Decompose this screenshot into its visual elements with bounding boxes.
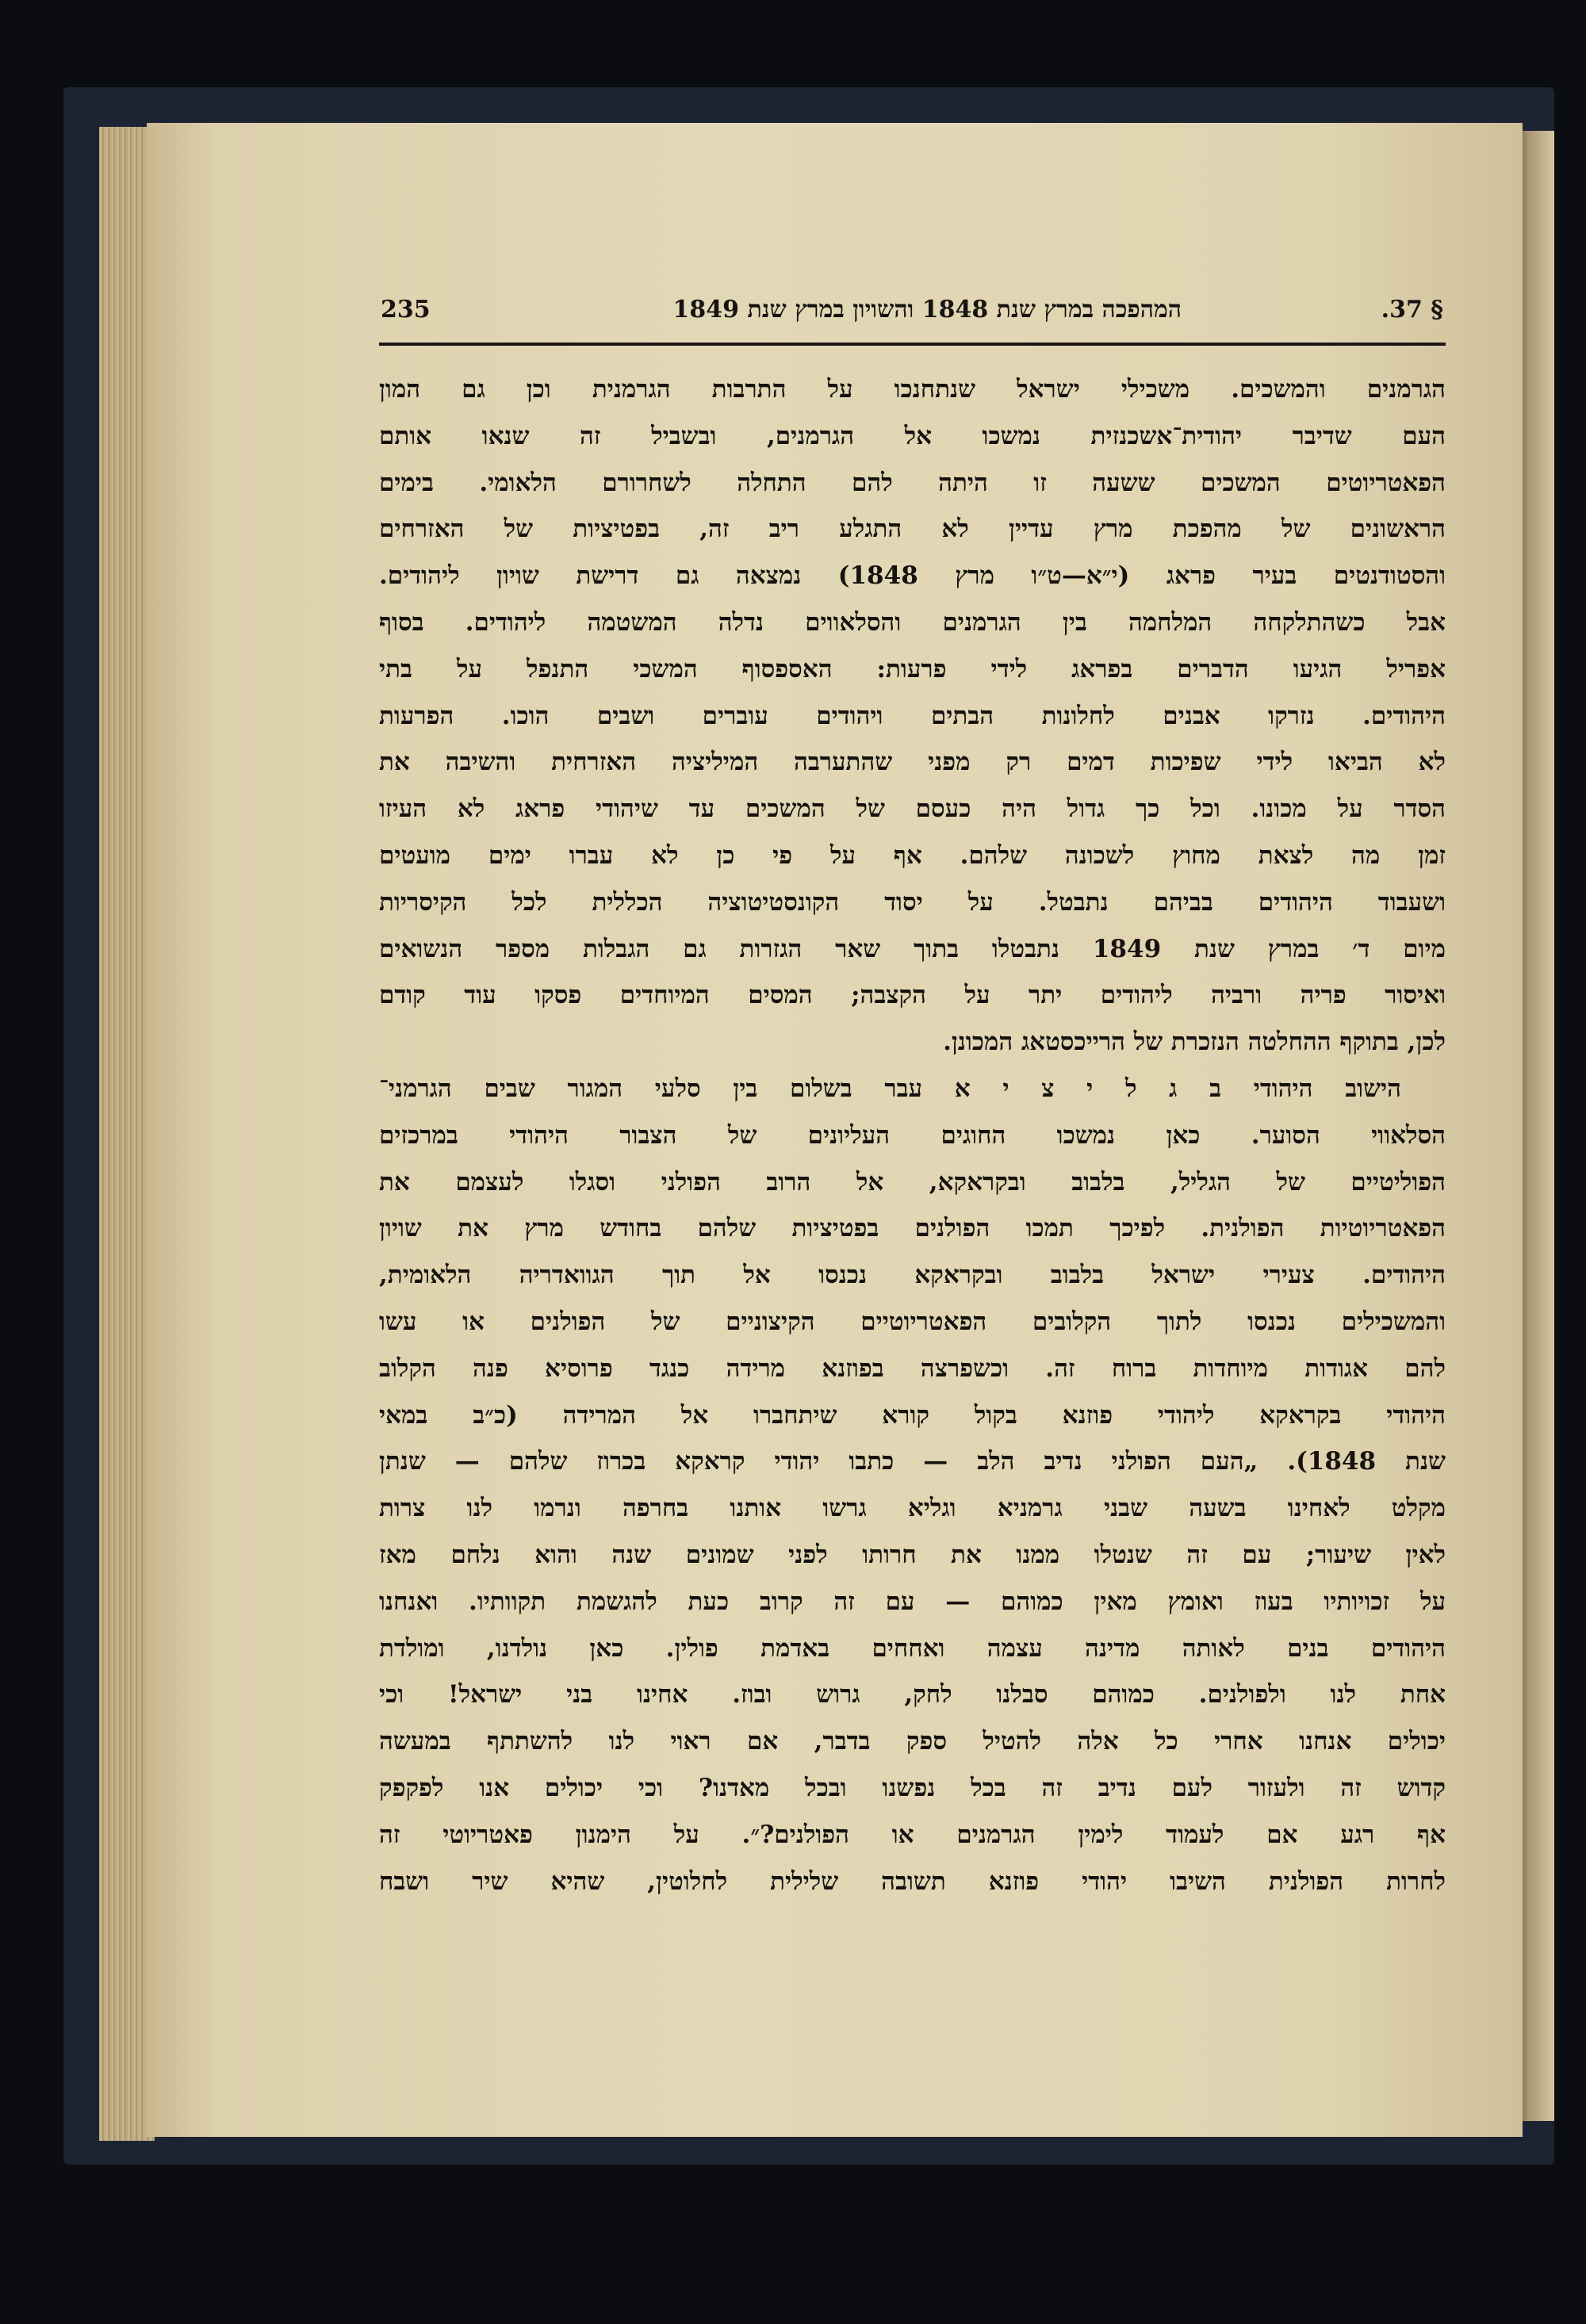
text-line: העם שדיבר יהודית־אשכנזית נמשכו אל הגרמנים, ובשביל זה שנאו אותם (379, 421, 1446, 450)
text-line: אף רגע אם לעמוד לימין הגרמנים או הפולנים?״. על הימנון פאטריוטי זה (379, 1820, 1446, 1849)
section-number: § 37. (1381, 296, 1443, 324)
text-line: היהודים בנים לאותה מדינה עצמה ואחחים באדמת פולין. כאן נולדנו, ומולדת (379, 1633, 1446, 1663)
header-rule (379, 343, 1446, 346)
text-line: אחת לנו ולפולנים. כמוהם סבלנו לחק, גרוש ובוז. אחינו בני ישראל! וכי (379, 1680, 1446, 1709)
text-line: הפוליטיים של הגליל, בלבוב ובקראקא, אל הרוב הפולני וסגלו לעצמם את (379, 1167, 1446, 1196)
text-line: הפאטריוטיות הפולנית. לפיכך תמכו הפולנים בפטיציות שלהם בחודש מרץ את שויון (379, 1214, 1446, 1243)
text-line: היהודים. צעירי ישראל בלבוב ובקראקא נכנסו אל תוך הגוואדריה הלאומית, (379, 1261, 1446, 1290)
text-line: מקלט לאחינו בשעה שבני גרמניא וגליא גרשו אותנו בחרפה ונרמו לנו צרות (379, 1494, 1446, 1523)
text-line: הסדר על מכונו. וכל כך גדול היה כעסם של המשכים עד שיהודי פראג לא העיזו (379, 794, 1446, 824)
text-line: הגרמנים והמשכים. משכילי ישראל שנתחנכו על התרבות הגרמנית וכן גם המון (379, 375, 1446, 404)
text-line: להם אגודות מיוחדות ברוח זה. וכשפרצה בפוזנא מרידה כנגד פרוסיא פנה הקלוב (379, 1353, 1446, 1383)
text-line: לאין שיעור; עם זה שנטלו ממנו את חרותו לפני שמונים שנה והוא נלחם מאז (379, 1540, 1446, 1569)
text-line: הראשונים של מהפכת מרץ עדיין לא התגלע ריב זה, בפטיציות של האזרחים (379, 515, 1446, 544)
text-line: והמשכילים נכנסו לתוך הקלובים הפאטריוטיים הקיצוניים של הפולנים או עשו (379, 1307, 1446, 1336)
text-line: ושעבוד היהודים בביהם נתבטל. על יסוד הקונסטיטוציה הכללית לכל הקיסריות (379, 887, 1446, 917)
text-line: היהודים. נזרקו אבנים לחלונות הבתים ויהודים עוברים ושבים הוכו. הפרעות (379, 701, 1446, 730)
page-number: 235 (381, 296, 431, 324)
text-line: שנת 1848). „העם הפולני נדיב הלב — כתבו יהודי קראקא בכרוז שלהם — שנתן (379, 1447, 1446, 1476)
text-line: אפריל הגיעו הדברים בפראג לידי פרעות: האספסוף המשכי התנפל על בתי (379, 654, 1446, 683)
text-line: הסלאווי הסוער. כאן נמשכו החוגים העליונים של הצבור היהודי במרכזים (379, 1120, 1446, 1150)
running-header (381, 289, 1443, 337)
text-line: והסטודנטים בעיר פראג (י״א—ט״ו מרץ 1848) נמצאה גם דרישת שויון ליהודים. (379, 561, 1446, 591)
text-line: מיום ד׳ במרץ שנת 1849 נתבטלו בתוך שאר הגזרות גם הגבלות מספר הנשואים (379, 934, 1446, 963)
text-line: על זכויותיו בעוז ואומץ מאין כמוהם — עם זה קרוב כעת להגשמת תקוותיו. ואנחנו (379, 1587, 1446, 1616)
text-line: לא הביאו לידי שפיכות דמים רק מפני שהתערבה המיליציה האזרחית והשיבה את (379, 748, 1446, 777)
body-text (379, 366, 1446, 1952)
text-line: יכולים אנחנו אחרי כל אלה להטיל ספק בדבר, אם ראוי לנו להשתתף במעשה (379, 1727, 1446, 1756)
text-line: הפאטריוטים המשכים ששעה זו היתה להם התחלה לשחרורם הלאומי. בימים (379, 468, 1446, 497)
text-line: ואיסור פריה ורביה ליהודים יתר על הקצבה; המסים המיוחדים פסקו עוד קודם (379, 981, 1446, 1010)
text-line: זמן מה לצאת מחוץ לשכונה שלהם. אף על פי כן לא עברו ימים מועטים (379, 840, 1446, 870)
text-line: קדוש זה ולעזור לעם נדיב זה בכל נפשנו ובכל מאדנו? וכי יכולים אנו לפקפק (379, 1773, 1446, 1802)
text-line: אבל כשהתלקחה המלחמה בין הגרמנים והסלאווים נדלה המשטמה ליהודים. בסוף (379, 607, 1446, 637)
text-line: לכן, בתוקף ההחלטה הנזכרת של הרייכסטאג המכונן. (943, 1028, 1446, 1057)
text-line: היהודי בקראקא ליהודי פוזנא בקול קורא שיתחברו אל המרידה (כ״ב במאי (379, 1400, 1446, 1430)
text-line: הישוב היהודי ב ג ל י צ י א עבר בשלום בין סלעי המגור שבים הגרמני־ (379, 1074, 1401, 1103)
running-title: המהפכה במרץ שנת 1848 והשויון במרץ שנת 1849 (672, 296, 1182, 324)
text-line: לחרות הפולנית השיבו יהודי פוזנא תשובה שלילית לחלוטין, שהיא שיר ושבח (379, 1866, 1446, 1896)
